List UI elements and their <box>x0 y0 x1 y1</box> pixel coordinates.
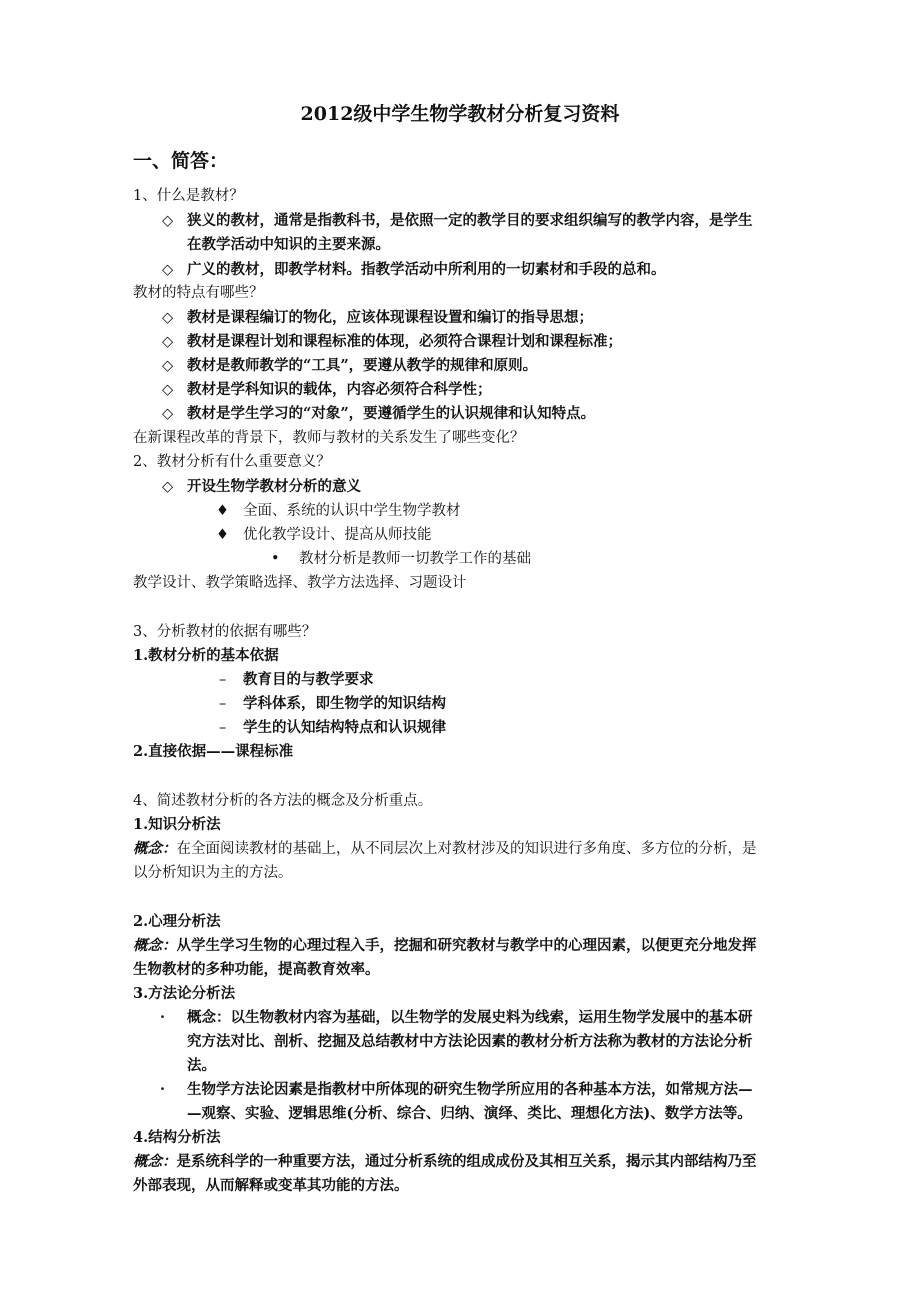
document-title: 2012级中学生物学教材分析复习资料 <box>300 103 620 125</box>
method-1-concept-cont: 以分析知识为主的方法。 <box>133 865 293 881</box>
design-line: 教学设计、教学策略选择、教学方法选择、习题设计 <box>133 575 467 591</box>
diamond-bullet-icon: ◇ <box>162 479 174 495</box>
method-3-factor: —观察、实验、逻辑思维(分析、综合、归纳、演绎、类比、理想化方法)、数学方法等。 <box>187 1105 752 1122</box>
concept-label: 概念： <box>133 840 177 857</box>
feature-item: 教材是课程编订的物化，应该体现课程设置和编订的指导思想； <box>187 309 593 326</box>
relation-question: 在新课程改革的背景下，教师与教材的关系发生了哪些变化？ <box>133 430 525 446</box>
method-3-heading: 3.方法论分析法 <box>133 985 236 1002</box>
diamond-bullet-icon: ◇ <box>162 358 174 374</box>
features-question: 教材的特点有哪些？ <box>133 285 264 301</box>
significance-subitem: 全面、系统的认识中学生物学教材 <box>243 503 461 519</box>
significance-subitem: 优化教学设计、提高从师技能 <box>243 527 432 543</box>
question-1: 1、什么是教材？ <box>133 188 244 204</box>
concept-text: 从学生学习生物的心理过程入手，挖掘和研究教材与教学中的心理因素，以便更充分地发挥 <box>176 937 757 954</box>
concept-text: 是系统科学的一种重要方法，通过分析系统的组成成份及其相互关系，揭示其内部结构乃至 <box>176 1153 757 1170</box>
concept-label: 概念： <box>133 1153 177 1170</box>
feature-item: 教材是教师教学的“工具”，要遵从教学的规律和原则。 <box>187 357 538 374</box>
direct-basis-heading: 2.直接依据——课程标准 <box>133 743 294 760</box>
basis-heading: 1.教材分析的基本依据 <box>133 647 279 664</box>
method-2-concept <box>133 934 757 958</box>
method-3-concept: 究方法对比、剖析、挖掘及总结教材中方法论因素的教材分析方法称为教材的方法论分析 <box>187 1033 753 1050</box>
narrow-definition-line: 狭义的教材，通常是指教科书，是依照一定的教学目的要求组织编写的教学内容，是学生 <box>187 212 753 229</box>
feature-item: 教材是学科知识的载体，内容必须符合科学性； <box>187 381 492 398</box>
suit-diamond-bullet-icon: ♦ <box>216 527 229 543</box>
basis-item: 学科体系，即生物学的知识结构 <box>243 695 446 712</box>
method-3-concept: 概念：以生物教材内容为基础，以生物学的发展史料为线索，运用生物学发展中的基本研 <box>187 1009 753 1026</box>
concept-label: 概念： <box>133 937 177 954</box>
dash-bullet-icon: – <box>219 720 227 736</box>
diamond-bullet-icon: ◇ <box>162 406 174 422</box>
diamond-bullet-icon: ◇ <box>162 262 174 278</box>
dash-bullet-icon: – <box>219 696 227 712</box>
section-heading: 一、简答： <box>133 150 229 172</box>
significance-subsubitem: 教材分析是教师一切教学工作的基础 <box>299 551 531 567</box>
diamond-bullet-icon: ◇ <box>162 382 174 398</box>
feature-item: 教材是课程计划和课程标准的体现，必须符合课程计划和课程标准； <box>187 333 622 350</box>
method-4-heading: 4.结构分析法 <box>133 1129 221 1146</box>
question-2: 2、教材分析有什么重要意义？ <box>133 454 331 470</box>
narrow-definition-line: 在教学活动中知识的主要来源。 <box>187 236 390 253</box>
method-4-concept <box>133 1150 757 1174</box>
method-2-concept-cont: 生物教材的多种功能，提高教育效率。 <box>133 961 380 978</box>
concept-text: 在全面阅读教材的基础上，从不同层次上对教材涉及的知识进行多角度、多方位的分析，是 <box>176 841 757 857</box>
suit-diamond-bullet-icon: ♦ <box>216 503 229 519</box>
feature-item: 教材是学生学习的“对象”，要遵循学生的认识规律和认知特点。 <box>187 405 596 422</box>
diamond-bullet-icon: ◇ <box>162 310 174 326</box>
method-2-heading: 2.心理分析法 <box>133 913 221 930</box>
basis-item: 学生的认知结构特点和认识规律 <box>243 719 446 736</box>
broad-definition: 广义的教材，即教学材料。指教学活动中所利用的一切素材和手段的总和。 <box>187 261 666 278</box>
dot-bullet-icon: • <box>271 551 280 567</box>
basis-item: 教育目的与教学要求 <box>243 671 374 688</box>
question-4: 4、简述教材分析的各方法的概念及分析重点。 <box>133 793 433 809</box>
question-3: 3、分析教材的依据有哪些？ <box>133 624 317 640</box>
method-3-concept: 法。 <box>187 1057 216 1074</box>
method-3-factor: 生物学方法论因素是指教材中所体现的研究生物学所应用的各种基本方法，如常规方法— <box>187 1081 753 1098</box>
dot-bullet-icon: · <box>160 1009 166 1026</box>
method-4-concept-cont: 外部表现，从而解释或变革其功能的方法。 <box>133 1177 409 1194</box>
method-1-heading: 1.知识分析法 <box>133 816 221 833</box>
dash-bullet-icon: – <box>219 672 227 688</box>
significance-item: 开设生物学教材分析的意义 <box>187 478 361 495</box>
diamond-bullet-icon: ◇ <box>162 213 174 229</box>
dot-bullet-icon: · <box>160 1081 166 1098</box>
diamond-bullet-icon: ◇ <box>162 334 174 350</box>
method-1-concept <box>133 837 757 861</box>
